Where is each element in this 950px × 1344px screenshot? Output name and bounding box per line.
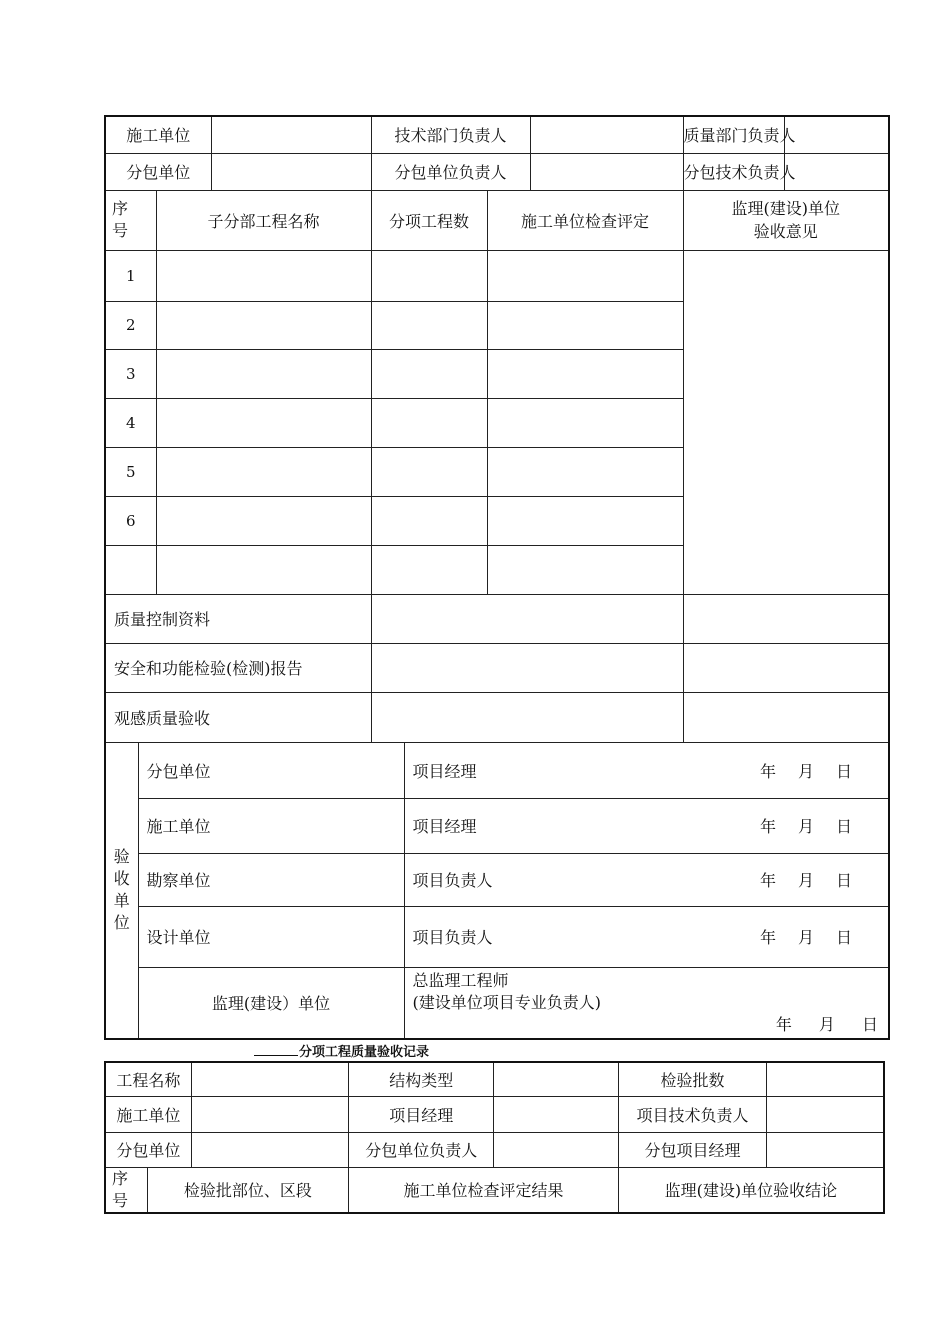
- date-year: 年: [760, 871, 777, 890]
- sub-division-name-cell[interactable]: [156, 496, 371, 545]
- sub-division-name-cell[interactable]: [156, 545, 371, 594]
- tech-dept-head-field[interactable]: [530, 116, 683, 153]
- project-name-label: 工程名称: [105, 1062, 191, 1096]
- row-seq: [105, 545, 156, 594]
- date-year: 年: [760, 817, 777, 836]
- sub-division-name-cell[interactable]: [156, 447, 371, 496]
- form2-title: [254, 1041, 429, 1060]
- safety-report-label: 安全和功能检验(检测)报告: [105, 643, 371, 692]
- sub-item-count-cell[interactable]: [371, 349, 487, 398]
- signature-unit: 设计单位: [138, 906, 404, 967]
- row-seq: 3: [105, 349, 156, 398]
- sub-item-count-cell[interactable]: [371, 250, 487, 301]
- construction-unit-label: 施工单位: [105, 1096, 191, 1132]
- signature-date: [738, 907, 852, 967]
- date-month: 月: [818, 1015, 835, 1034]
- chief-supervisor-label: 总监理工程师: [412, 970, 509, 990]
- quality-control-opinion-cell[interactable]: [683, 594, 889, 643]
- title-blank-line[interactable]: [254, 1043, 298, 1056]
- project-manager-label: 项目经理: [349, 1096, 494, 1132]
- construction-check-cell[interactable]: [487, 349, 683, 398]
- sub-item-count-cell[interactable]: [371, 398, 487, 447]
- construction-check-cell[interactable]: [487, 496, 683, 545]
- subcontract-unit-field[interactable]: [191, 1132, 348, 1167]
- supervision-opinion-line1: 监理(建设)单位: [731, 199, 841, 218]
- quality-control-check-cell[interactable]: [371, 594, 683, 643]
- date-year: 年: [760, 761, 777, 781]
- sub-division-acceptance-form: [104, 115, 890, 1040]
- construction-check-cell[interactable]: [487, 545, 683, 594]
- signature-unit: 施工单位: [138, 798, 404, 853]
- subcontract-unit-head-field[interactable]: [494, 1132, 618, 1167]
- subcontract-pm-field[interactable]: [767, 1132, 884, 1167]
- date-day: 日: [836, 871, 853, 890]
- supervision-opinion-line2: 验收意见: [753, 222, 818, 241]
- project-manager-field[interactable]: [494, 1096, 618, 1132]
- batch-location-header: 检验批部位、区段: [147, 1167, 349, 1213]
- row-seq: 1: [105, 250, 156, 301]
- signature-date: [738, 854, 852, 906]
- subcontract-unit-head-field[interactable]: [530, 153, 683, 190]
- date-month: 月: [798, 817, 815, 836]
- project-tech-head-field[interactable]: [767, 1096, 884, 1132]
- quality-dept-head-field[interactable]: [784, 116, 889, 153]
- batch-count-label: 检验批数: [618, 1062, 766, 1096]
- quality-control-label: 质量控制资料: [105, 594, 371, 643]
- seq-header-text: 序号: [112, 199, 129, 240]
- signature-field[interactable]: [404, 853, 889, 906]
- sub-item-acceptance-form: [104, 1061, 885, 1214]
- sub-item-count-header: 分项工程数: [371, 190, 487, 250]
- signature-unit: 勘察单位: [138, 853, 404, 906]
- sub-division-name-cell[interactable]: [156, 349, 371, 398]
- subcontract-unit-field[interactable]: [211, 153, 371, 190]
- signature-role: 项目负责人: [412, 928, 493, 947]
- signature-field[interactable]: [404, 742, 889, 798]
- signature-unit: 分包单位: [138, 742, 404, 798]
- construction-result-header: 施工单位检查评定结果: [349, 1167, 619, 1213]
- date-day: 日: [836, 817, 853, 836]
- safety-report-check-cell[interactable]: [371, 643, 683, 692]
- signature-field[interactable]: [404, 906, 889, 967]
- form2-seq-header-text: 序号: [112, 1168, 129, 1210]
- date-month: 月: [798, 871, 815, 890]
- form2-title-text: 分项工程质量验收记录: [299, 1045, 430, 1060]
- subcontract-unit-label: 分包单位: [105, 1132, 191, 1167]
- date-day: 日: [862, 1015, 879, 1034]
- signature-date: [738, 743, 852, 798]
- row-seq: 4: [105, 398, 156, 447]
- construction-check-cell[interactable]: [487, 447, 683, 496]
- chief-supervisor-field[interactable]: [404, 967, 889, 1039]
- acceptance-unit-text: 验收单位: [113, 847, 130, 933]
- sub-division-name-cell[interactable]: [156, 398, 371, 447]
- signature-role: 项目经理: [412, 761, 477, 781]
- supervision-conclusion-header: 监理(建设)单位验收结论: [618, 1167, 884, 1213]
- tech-dept-head-label: 技术部门负责人: [371, 116, 530, 153]
- form2-seq-header: [105, 1167, 147, 1213]
- chief-supervisor-date: [754, 1014, 878, 1036]
- safety-report-opinion-cell[interactable]: [683, 643, 889, 692]
- date-day: 日: [836, 928, 853, 947]
- subcontract-tech-head-field[interactable]: [784, 153, 889, 190]
- subcontract-unit-head-label: 分包单位负责人: [349, 1132, 494, 1167]
- date-month: 月: [798, 761, 815, 781]
- sub-item-count-cell[interactable]: [371, 496, 487, 545]
- signature-role: 项目负责人: [412, 871, 493, 890]
- subcontract-unit-head-label: 分包单位负责人: [371, 153, 530, 190]
- sub-item-count-cell[interactable]: [371, 447, 487, 496]
- subcontract-pm-label: 分包项目经理: [618, 1132, 766, 1167]
- batch-count-field[interactable]: [767, 1062, 884, 1096]
- structure-type-label: 结构类型: [349, 1062, 494, 1096]
- construction-check-cell[interactable]: [487, 250, 683, 301]
- signature-date: [738, 799, 852, 853]
- construction-unit-label: 施工单位: [105, 116, 211, 153]
- supervision-opinion-header: [683, 190, 889, 250]
- supervision-unit-label: 监理(建设）单位: [138, 967, 404, 1039]
- construction-unit-field[interactable]: [191, 1096, 348, 1132]
- appearance-label: 观感质量验收: [105, 692, 371, 742]
- construction-check-cell[interactable]: [487, 301, 683, 349]
- structure-type-field[interactable]: [494, 1062, 618, 1096]
- construction-check-cell[interactable]: [487, 398, 683, 447]
- quality-dept-head-label: 质量部门负责人: [683, 116, 784, 153]
- project-name-field[interactable]: [191, 1062, 348, 1096]
- subcontract-tech-head-label: 分包技术负责人: [683, 153, 784, 190]
- row-seq: 2: [105, 301, 156, 349]
- acceptance-unit-label: [105, 742, 138, 1039]
- appearance-check-cell[interactable]: [371, 692, 683, 742]
- date-year: 年: [760, 928, 777, 947]
- chief-supervisor-note: (建设单位项目专业负责人): [412, 992, 602, 1012]
- sub-item-count-cell[interactable]: [371, 545, 487, 594]
- construction-check-header: 施工单位检查评定: [487, 190, 683, 250]
- row-seq: 6: [105, 496, 156, 545]
- subcontract-unit-label: 分包单位: [105, 153, 211, 190]
- signature-role: 项目经理: [412, 817, 477, 836]
- seq-header: [105, 190, 156, 250]
- date-year: 年: [775, 1015, 792, 1034]
- sub-division-name-header: 子分部工程名称: [156, 190, 371, 250]
- appearance-opinion-cell[interactable]: [683, 692, 889, 742]
- sub-division-name-cell[interactable]: [156, 301, 371, 349]
- sub-division-name-cell[interactable]: [156, 250, 371, 301]
- date-day: 日: [836, 761, 853, 781]
- sub-item-count-cell[interactable]: [371, 301, 487, 349]
- date-month: 月: [798, 928, 815, 947]
- project-tech-head-label: 项目技术负责人: [618, 1096, 766, 1132]
- construction-unit-field[interactable]: [211, 116, 371, 153]
- row-seq: 5: [105, 447, 156, 496]
- supervision-opinion-cell[interactable]: [683, 250, 889, 594]
- signature-field[interactable]: [404, 798, 889, 853]
